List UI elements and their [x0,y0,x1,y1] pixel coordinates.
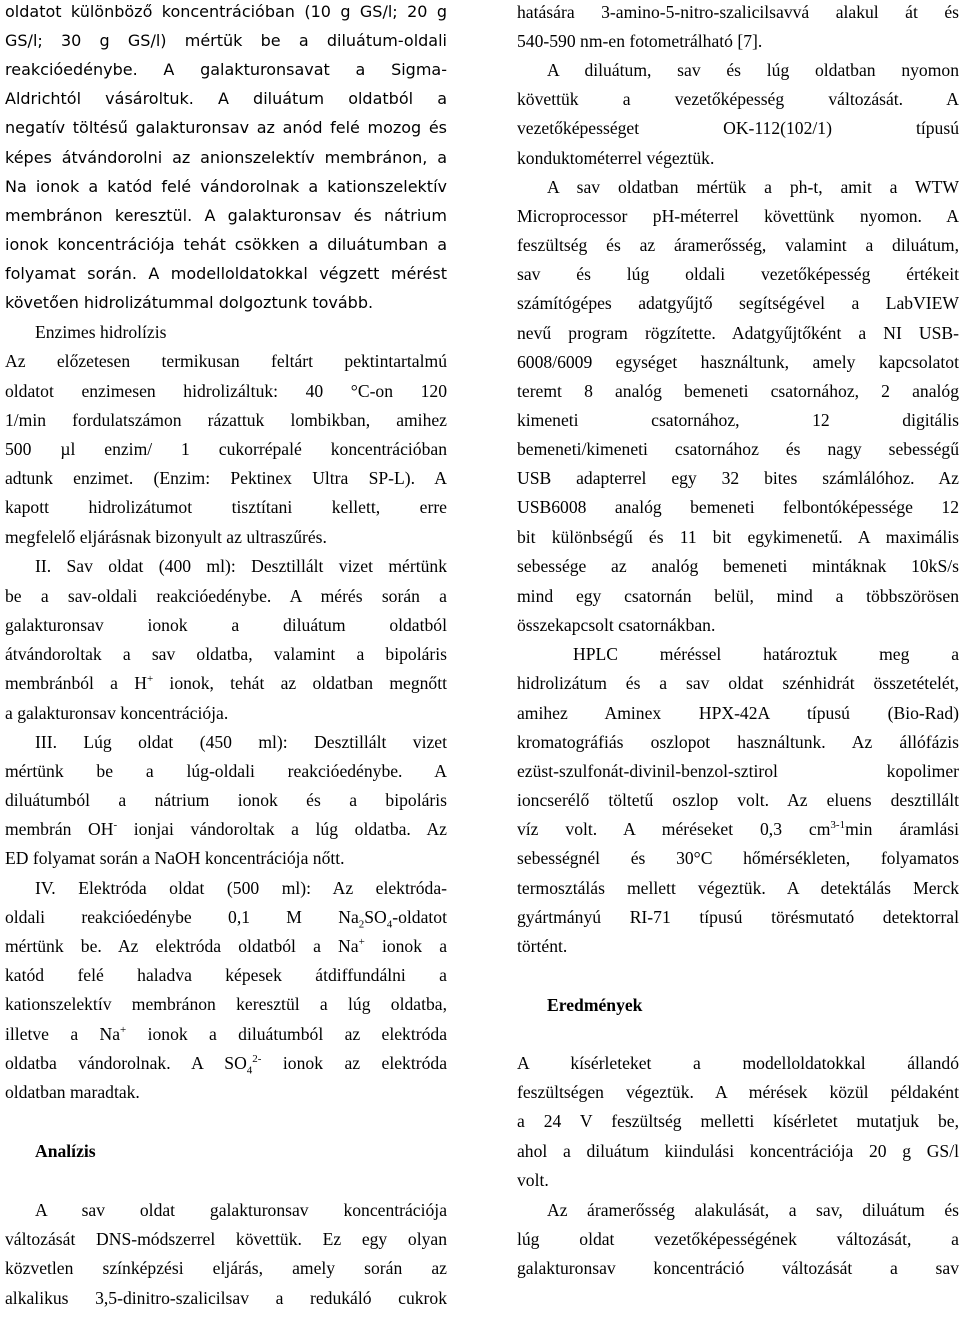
left-line [5,527,447,547]
right-line [517,995,959,1015]
line-text: hatására 3-amino-5-nitro-szalicilsavvá alakul át és [517,2,959,22]
line-text: nevű program rögzítette. Adatgyűjtőként a NI USB- [517,323,959,343]
line-text: Az előzetesen termikusan feltárt pektintartalmú [5,351,447,371]
line-text: Na ionok a katód felé vándorolnak a kationszelektív [5,177,447,196]
right-line [517,264,959,284]
line-text: alkalikus 3,5-dinitro-szalicilsav a redukáló cukrok [5,1288,447,1308]
line-text: hidrolizátum és a sav oldat szénhidrát összetételét, [517,673,959,693]
line-text: 500 µl enzim/ 1 cukorrépalé koncentrációban [5,439,447,459]
right-line [517,1111,959,1131]
line-text: oldatban maradtak. [5,1082,140,1102]
line-text: Analízis [35,1141,96,1161]
left-line [5,1229,447,1249]
left-line [5,1288,447,1308]
line-text: feszültség és az áramerősség, valamint a diluátum, [517,235,959,255]
line-text: amihez Aminex HPX-42A típusú (Bio-Rad) [517,703,959,723]
left-line [5,177,447,197]
line-text: oldali reakcióedénybe 0,1 M Na [5,907,359,927]
right-line [517,586,959,606]
line-text: ahol a diluátum kiindulási koncentrációja 20 g GS/l [517,1141,959,1161]
line-text: reakcióedénybe. A galakturonsavat a Sigma- [5,60,447,79]
left-line [5,1082,447,1102]
right-line [517,352,959,372]
line-sup: 3 [830,819,836,832]
line-text: ED folyamat során a NaOH koncentrációja nőtt. [5,848,345,868]
left-line [5,89,447,109]
line-text: ioncserélő töltetű oszlop volt. Az eluens desztillált [517,790,959,810]
line-text: 540-590 nm-en fotometrálható [7]. [517,31,763,51]
right-line [517,673,959,693]
right-line [517,177,959,197]
line-text: kimeneti csatornához, 12 digitális [517,410,959,430]
line-sup: - [113,819,118,832]
line-text: A sav oldat galakturonsav koncentrációja [35,1200,447,1220]
line-text: feszültségen végeztük. A mérések közül példaként [517,1082,959,1102]
line-text: Eredmények [547,995,643,1015]
line-text: A kísérleteket a modelloldatokkal állandó [517,1053,959,1073]
right-line [517,468,959,488]
line-text: víz volt. A méréseket 0,3 cm [517,819,831,839]
line-sup: + [120,1024,127,1037]
left-line [5,994,447,1014]
line-sup: + [146,673,154,686]
right-line [517,615,959,635]
right-line [517,527,959,547]
line-text: ionok koncentrációja tehát csökken a diluátumban a [5,235,447,254]
line-text: bit különbségű és 11 bit egykimenetű. A maximális [517,527,959,547]
right-line [517,644,959,664]
right-line [517,89,959,109]
left-line [5,790,447,810]
line-text: közvetlen színképzési eljárás, amely során az [5,1258,447,1278]
line-text: konduktométerrel végeztük. [517,148,715,168]
left-line [5,410,447,430]
left-line [5,1024,447,1044]
right-line [517,1082,959,1102]
left-line [5,439,447,459]
line-text: A diluátum, sav és lúg oldatban nyomon [547,60,959,80]
left-line [5,907,447,931]
line-sub2: 4 [386,918,393,931]
left-line [5,732,447,752]
right-line [517,60,959,80]
left-line [5,1200,447,1220]
line-tail2: -oldatot [392,907,447,927]
line-text: 1/min fordulatszámon rázattuk lombikban, amihez [5,410,447,430]
line-text: a 24 V feszültség melletti kísérletet mutatjuk be, [517,1111,959,1131]
line-text: illetve a Na [5,1024,121,1044]
right-line [517,848,959,868]
line-text: adtunk enzimet. (Enzim: Pektinex Ultra SP-L). A [5,468,447,488]
line-text: mind egy csatornán belül, mind a többszörösen [517,586,959,606]
line-text: A sav oldatban mértük a ph-t, amit a WTW [547,177,959,197]
right-line [517,1053,959,1073]
line-sub: 2 [358,918,365,931]
line-text: III. Lúg oldat (450 ml): Desztillált vizet [35,732,447,752]
line-text: összekapcsolt csatornákban. [517,615,716,635]
line-tail: ionok az elektróda [261,1053,447,1073]
line-text: bemeneti/kimeneti csatornához és nagy sebességű [517,439,959,459]
right-line [517,1229,959,1249]
left-line [5,586,447,606]
left-line [5,351,447,371]
left-line [5,703,447,723]
left-line [5,206,447,226]
line-text: Az áramerősség alakulását, a sav, diluátum és [547,1200,959,1220]
line-text: megfelelő eljárásnak bizonyult az ultraszűrés. [5,527,327,547]
right-line [517,118,959,138]
line-text: történt. [517,936,568,956]
right-line [517,1258,959,1278]
right-line [517,732,959,752]
left-line [5,468,447,488]
right-line [517,703,959,723]
line-sup: + [358,936,365,949]
left-line [5,2,447,22]
left-line [5,31,447,51]
line-text: HPLC méréssel határoztuk meg a [573,644,959,664]
line-sup2: -1 [835,819,846,832]
line-text: számítógépes adatgyűjtő segítségével a LabVIEW [517,293,959,313]
right-line [517,936,959,956]
left-line [5,1141,447,1161]
line-text: 6008/6009 egységet használtunk, amely kapcsolatot [517,352,959,372]
line-text: kationszelektív membránon keresztül a lúg oldatba, [5,994,447,1014]
line-text: követően hidrolizátummal dolgoztunk tovább. [5,293,374,312]
left-line [5,148,447,168]
line-text: Enzimes hidrolízis [35,322,167,342]
line-text: be a sav-oldali reakcióedénybe. A mérés során a [5,586,447,606]
line-text: Microprocessor pH-méterrel követtünk nyomon. A [517,206,959,226]
line-text: ezüst-szulfonát-divinil-benzol-sztirol kopolimer [517,761,959,781]
line-tail: ionjai vándoroltak a lúg oldatba. Az [117,819,447,839]
line-text: katód felé haladva képesek átdiffundálni a [5,965,447,985]
line-text: változását DNS-módszerrel követtük. Ez egy olyan [5,1229,447,1249]
left-line [5,848,447,868]
left-line [5,761,447,781]
right-line [517,439,959,459]
line-sub: 4 [246,1064,253,1077]
left-line [5,615,447,635]
line-text: II. Sav oldat (400 ml): Desztillált vizet mértünk [35,556,447,576]
left-line [5,1053,447,1077]
left-line [5,878,447,898]
right-line [517,497,959,517]
line-text: átvándoroltak a sav oldatba, valamint a bipoláris [5,644,447,664]
line-text: diluátumból a nátrium ionok és a bipoláris [5,790,447,810]
right-line [517,1170,959,1190]
line-text: oldatot enzimesen hidrolizáltuk: 40 °C-on 120 [5,381,447,401]
line-text: IV. Elektróda oldat (500 ml): Az elektróda- [35,878,447,898]
right-line [517,790,959,810]
left-line [5,60,447,80]
line-text: oldatba vándorolnak. A SO [5,1053,247,1073]
left-line [5,965,447,985]
left-line [5,264,447,284]
line-tail2: áramlási [872,819,959,839]
line-text: USB adapterrel egy 32 bites számlálóhoz. Az [517,468,959,488]
left-line [5,1258,447,1278]
line-text: membrán OH [5,819,114,839]
line-text: képes átvándorolni az anionszelektív membránon, a [5,148,447,167]
right-line [517,1141,959,1161]
line-text: negatív töltésű galakturonsav az anód felé mozog és [5,118,447,137]
right-line [517,819,959,839]
right-line [517,410,959,430]
line-sup2: 2- [252,1053,262,1066]
left-line [5,497,447,517]
line-text: galakturonsav ionok a diluátum oldatból [5,615,447,635]
line-text: gyártmányú RI-71 típusú törésmutató detektorral [517,907,959,927]
line-text: membránon keresztül. A galakturonsav és nátrium [5,206,447,225]
line-tail: ionok a diluátumból az elektróda [126,1024,448,1044]
line-text: sebességnél és 30°C hőmérsékleten, folyamatos [517,848,959,868]
left-line [5,556,447,576]
right-line [517,1200,959,1220]
line-text: kromatográfiás oszlopot használtunk. Az állófázis [517,732,959,752]
right-line [517,907,959,927]
line-text: galakturonsav koncentráció változását a sav [517,1258,959,1278]
left-line [5,235,447,255]
line-text: membránból a H [5,673,147,693]
line-text: vezetőképességet OK-112(102/1) típusú [517,118,959,138]
left-line [5,322,447,342]
line-text: folyamat során. A modelloldatokkal végzett mérést [5,264,447,283]
left-line [5,381,447,401]
line-text: sav és lúg oldali vezetőképesség értékeit [517,264,959,284]
right-line [517,148,959,168]
left-line [5,819,447,839]
line-text: GS/l; 30 g GS/l) mértük be a diluátum-oldali [5,31,447,50]
line-tail: ionok, tehát az oldatban megnőtt [153,673,447,693]
line-tail: min [845,819,873,839]
line-tail: SO [364,907,387,927]
line-tail: ionok a [364,936,447,956]
right-line [517,2,959,22]
left-line [5,118,447,138]
right-line [517,323,959,343]
line-text: a galakturonsav koncentrációja. [5,703,229,723]
line-text: mértünk be a lúg-oldali reakcióedénybe. A [5,761,447,781]
right-line [517,235,959,255]
right-line [517,878,959,898]
line-text: Aldrichtól vásároltuk. A diluátum oldatból a [5,89,447,108]
line-text: mértünk be. Az elektróda oldatból a Na [5,936,359,956]
line-text: teremt 8 analóg bemeneti csatornához, 2 analóg [517,381,959,401]
right-line [517,761,959,781]
left-line [5,673,447,693]
left-line [5,936,447,956]
left-line [5,293,447,313]
right-line [517,31,959,51]
line-text: sebessége az analóg bemeneti mintáknak 10kS/s [517,556,959,576]
line-text: oldatot különböző koncentrációban (10 g GS/l; 20 g [5,2,447,21]
line-text: volt. [517,1170,549,1190]
left-line [5,644,447,664]
line-text: USB6008 analóg bemeneti felbontóképessége 12 [517,497,959,517]
right-line [517,293,959,313]
right-line [517,381,959,401]
right-line [517,206,959,226]
line-text: termosztálás mellett végeztük. A detektálás Merck [517,878,959,898]
line-text: lúg oldat vezetőképességének változását, a [517,1229,959,1249]
line-text: kapott hidrolizátumot tisztítani kellett, erre [5,497,447,517]
right-line [517,556,959,576]
line-text: követtük a vezetőképesség változását. A [517,89,959,109]
